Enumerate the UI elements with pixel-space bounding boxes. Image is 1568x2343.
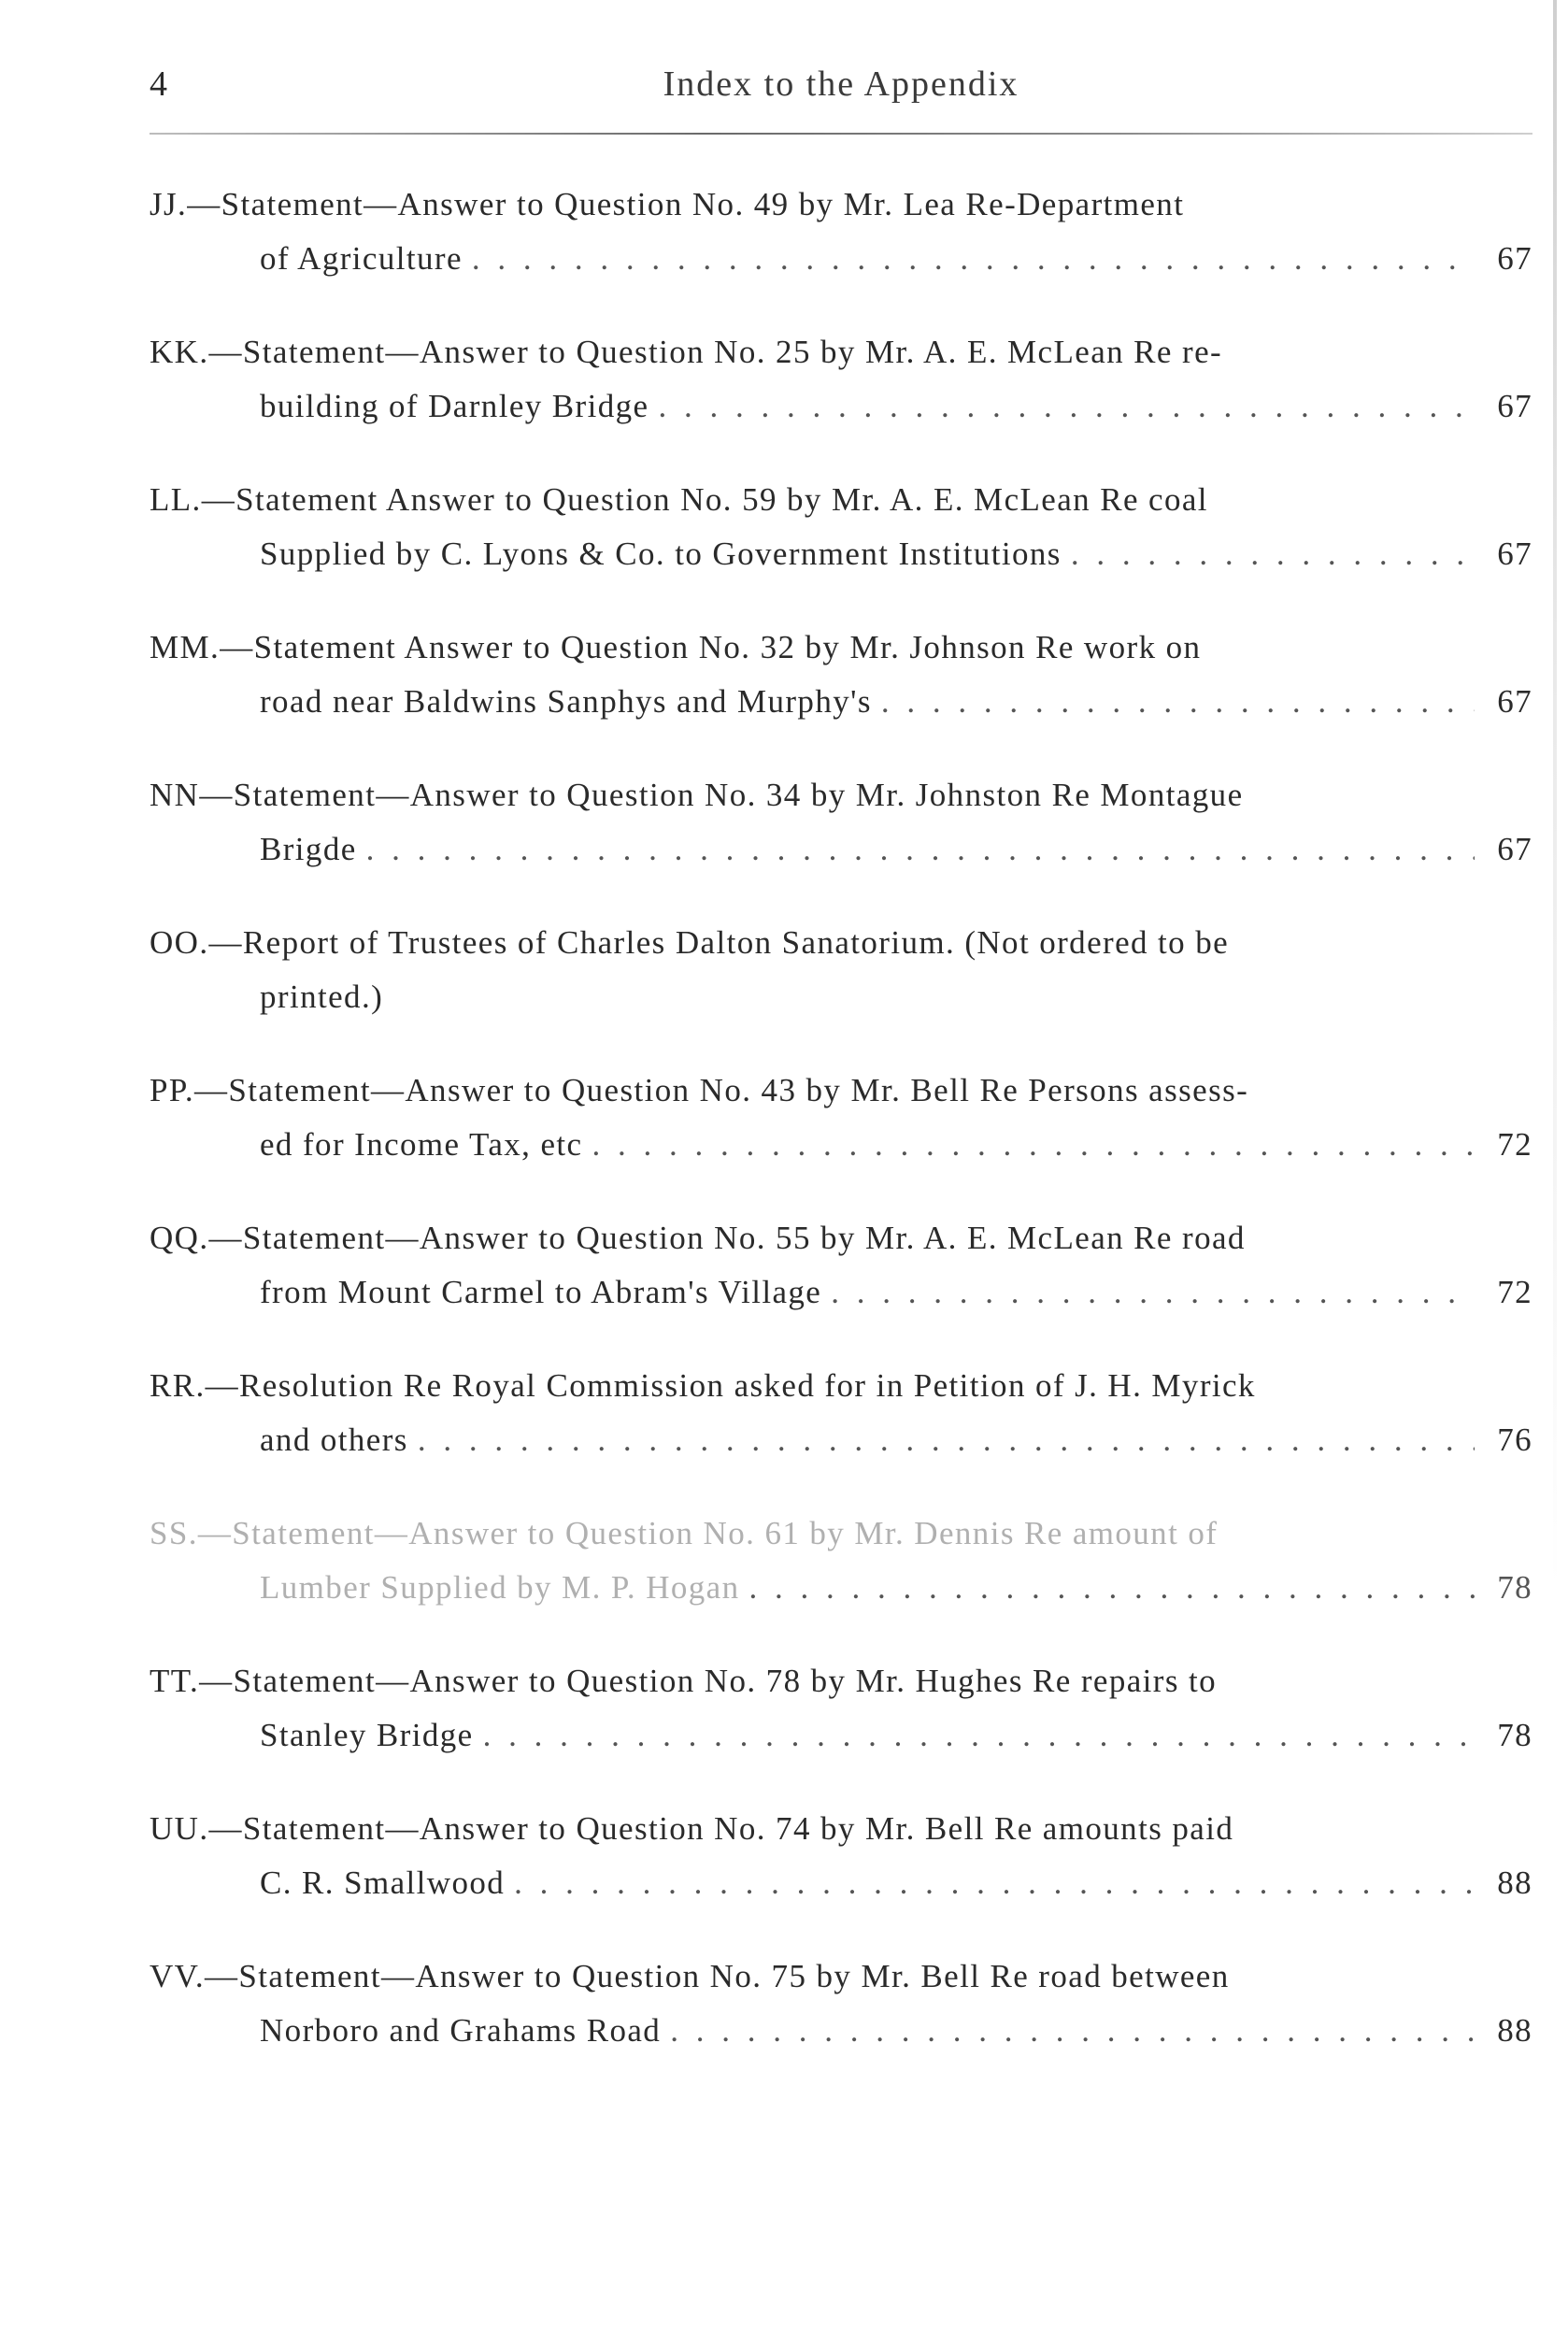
- entry-continuation: ed for Income Tax, etc: [260, 1126, 583, 1163]
- entry-continuation: Lumber Supplied by M. P. Hogan: [260, 1569, 740, 1606]
- entry-continuation: of Agriculture: [260, 240, 463, 277]
- entry-title: KK.—Statement—Answer to Question No. 25 by Mr. A. E. McLean Re re-: [150, 334, 1223, 370]
- page-header: [150, 64, 1532, 120]
- index-entry-vv: [150, 1950, 1532, 2097]
- entry-continuation: Stanley Bridge: [260, 1717, 474, 1753]
- entry-page-number: 78: [1497, 1569, 1532, 1606]
- dot-leader: [366, 822, 1475, 877]
- entry-title: SS.—Statement—Answer to Question No. 61 by Mr. Dennis Re amount of: [150, 1515, 1219, 1551]
- entry-title: OO.—Report of Trustees of Charles Dalton Sanatorium. (Not ordered to be: [150, 924, 1230, 961]
- entry-page-number: 72: [1497, 1274, 1532, 1310]
- dot-leader: [670, 2004, 1475, 2058]
- header-rule: [150, 133, 1532, 135]
- page-number: 4: [150, 64, 168, 104]
- index-entries: [150, 178, 1532, 2097]
- dot-leader: [483, 1708, 1475, 1763]
- entry-continuation: Supplied by C. Lyons & Co. to Government Institutions: [260, 536, 1062, 572]
- page-edge-shadow: [1553, 0, 1557, 1589]
- entry-title: LL.—Statement Answer to Question No. 59 by Mr. A. E. McLean Re coal: [150, 481, 1208, 518]
- entry-title: PP.—Statement—Answer to Question No. 43 by Mr. Bell Re Persons assess-: [150, 1072, 1249, 1108]
- index-entry-ss: [150, 1507, 1532, 1654]
- entry-title: UU.—Statement—Answer to Question No. 74 by Mr. Bell Re amounts paid: [150, 1810, 1234, 1847]
- entry-title: VV.—Statement—Answer to Question No. 75 by Mr. Bell Re road between: [150, 1958, 1230, 1994]
- entry-page-number: 67: [1497, 536, 1532, 572]
- dot-leader: [831, 1265, 1475, 1320]
- entry-page-number: 67: [1497, 831, 1532, 867]
- index-entry-nn: [150, 768, 1532, 916]
- dot-leader: [749, 1561, 1475, 1615]
- entry-page-number: 67: [1497, 683, 1532, 720]
- index-entry-rr: [150, 1359, 1532, 1507]
- index-entry-oo: [150, 916, 1532, 1064]
- entry-title: TT.—Statement—Answer to Question No. 78 by Mr. Hughes Re repairs to: [150, 1663, 1218, 1699]
- entry-page-number: 76: [1497, 1422, 1532, 1458]
- entry-title: JJ.—Statement—Answer to Question No. 49 by Mr. Lea Re-Department: [150, 186, 1185, 222]
- dot-leader: [418, 1413, 1475, 1467]
- entry-page-number: 88: [1497, 2012, 1532, 2049]
- dot-leader: [881, 675, 1475, 729]
- entry-continuation: printed.): [260, 979, 384, 1015]
- index-entry-ll: [150, 473, 1532, 621]
- index-entry-qq: [150, 1211, 1532, 1359]
- entry-title: NN—Statement—Answer to Question No. 34 by Mr. Johnston Re Montague: [150, 777, 1244, 813]
- entry-continuation: from Mount Carmel to Abram's Village: [260, 1274, 822, 1310]
- entry-continuation: and others: [260, 1422, 408, 1458]
- entry-continuation: road near Baldwins Sanphys and Murphy's: [260, 683, 872, 720]
- entry-continuation: Brigde: [260, 831, 357, 867]
- entry-title: RR.—Resolution Re Royal Commission asked for in Petition of J. H. Myrick: [150, 1367, 1256, 1404]
- entry-page-number: 78: [1497, 1717, 1532, 1753]
- entry-continuation: Norboro and Grahams Road: [260, 2012, 662, 2049]
- entry-page-number: 67: [1497, 240, 1532, 277]
- dot-leader: [592, 1118, 1475, 1172]
- index-entry-mm: [150, 621, 1532, 768]
- entry-page-number: 72: [1497, 1126, 1532, 1163]
- entry-title: MM.—Statement Answer to Question No. 32 by Mr. Johnson Re work on: [150, 629, 1202, 665]
- running-title: Index to the Appendix: [663, 64, 1019, 104]
- dot-leader: [658, 379, 1475, 434]
- index-entry-pp: [150, 1064, 1532, 1211]
- index-entry-uu: [150, 1802, 1532, 1950]
- dot-leader: [472, 232, 1475, 286]
- entry-continuation: C. R. Smallwood: [260, 1864, 506, 1901]
- index-entry-jj: [150, 178, 1532, 325]
- entry-continuation: building of Darnley Bridge: [260, 388, 649, 424]
- dot-leader: [1071, 527, 1475, 581]
- entry-page-number: 88: [1497, 1864, 1532, 1901]
- index-entry-kk: [150, 325, 1532, 473]
- index-entry-tt: [150, 1654, 1532, 1802]
- entry-title: QQ.—Statement—Answer to Question No. 55 by Mr. A. E. McLean Re road: [150, 1220, 1246, 1256]
- entry-page-number: 67: [1497, 388, 1532, 424]
- dot-leader: [514, 1856, 1475, 1910]
